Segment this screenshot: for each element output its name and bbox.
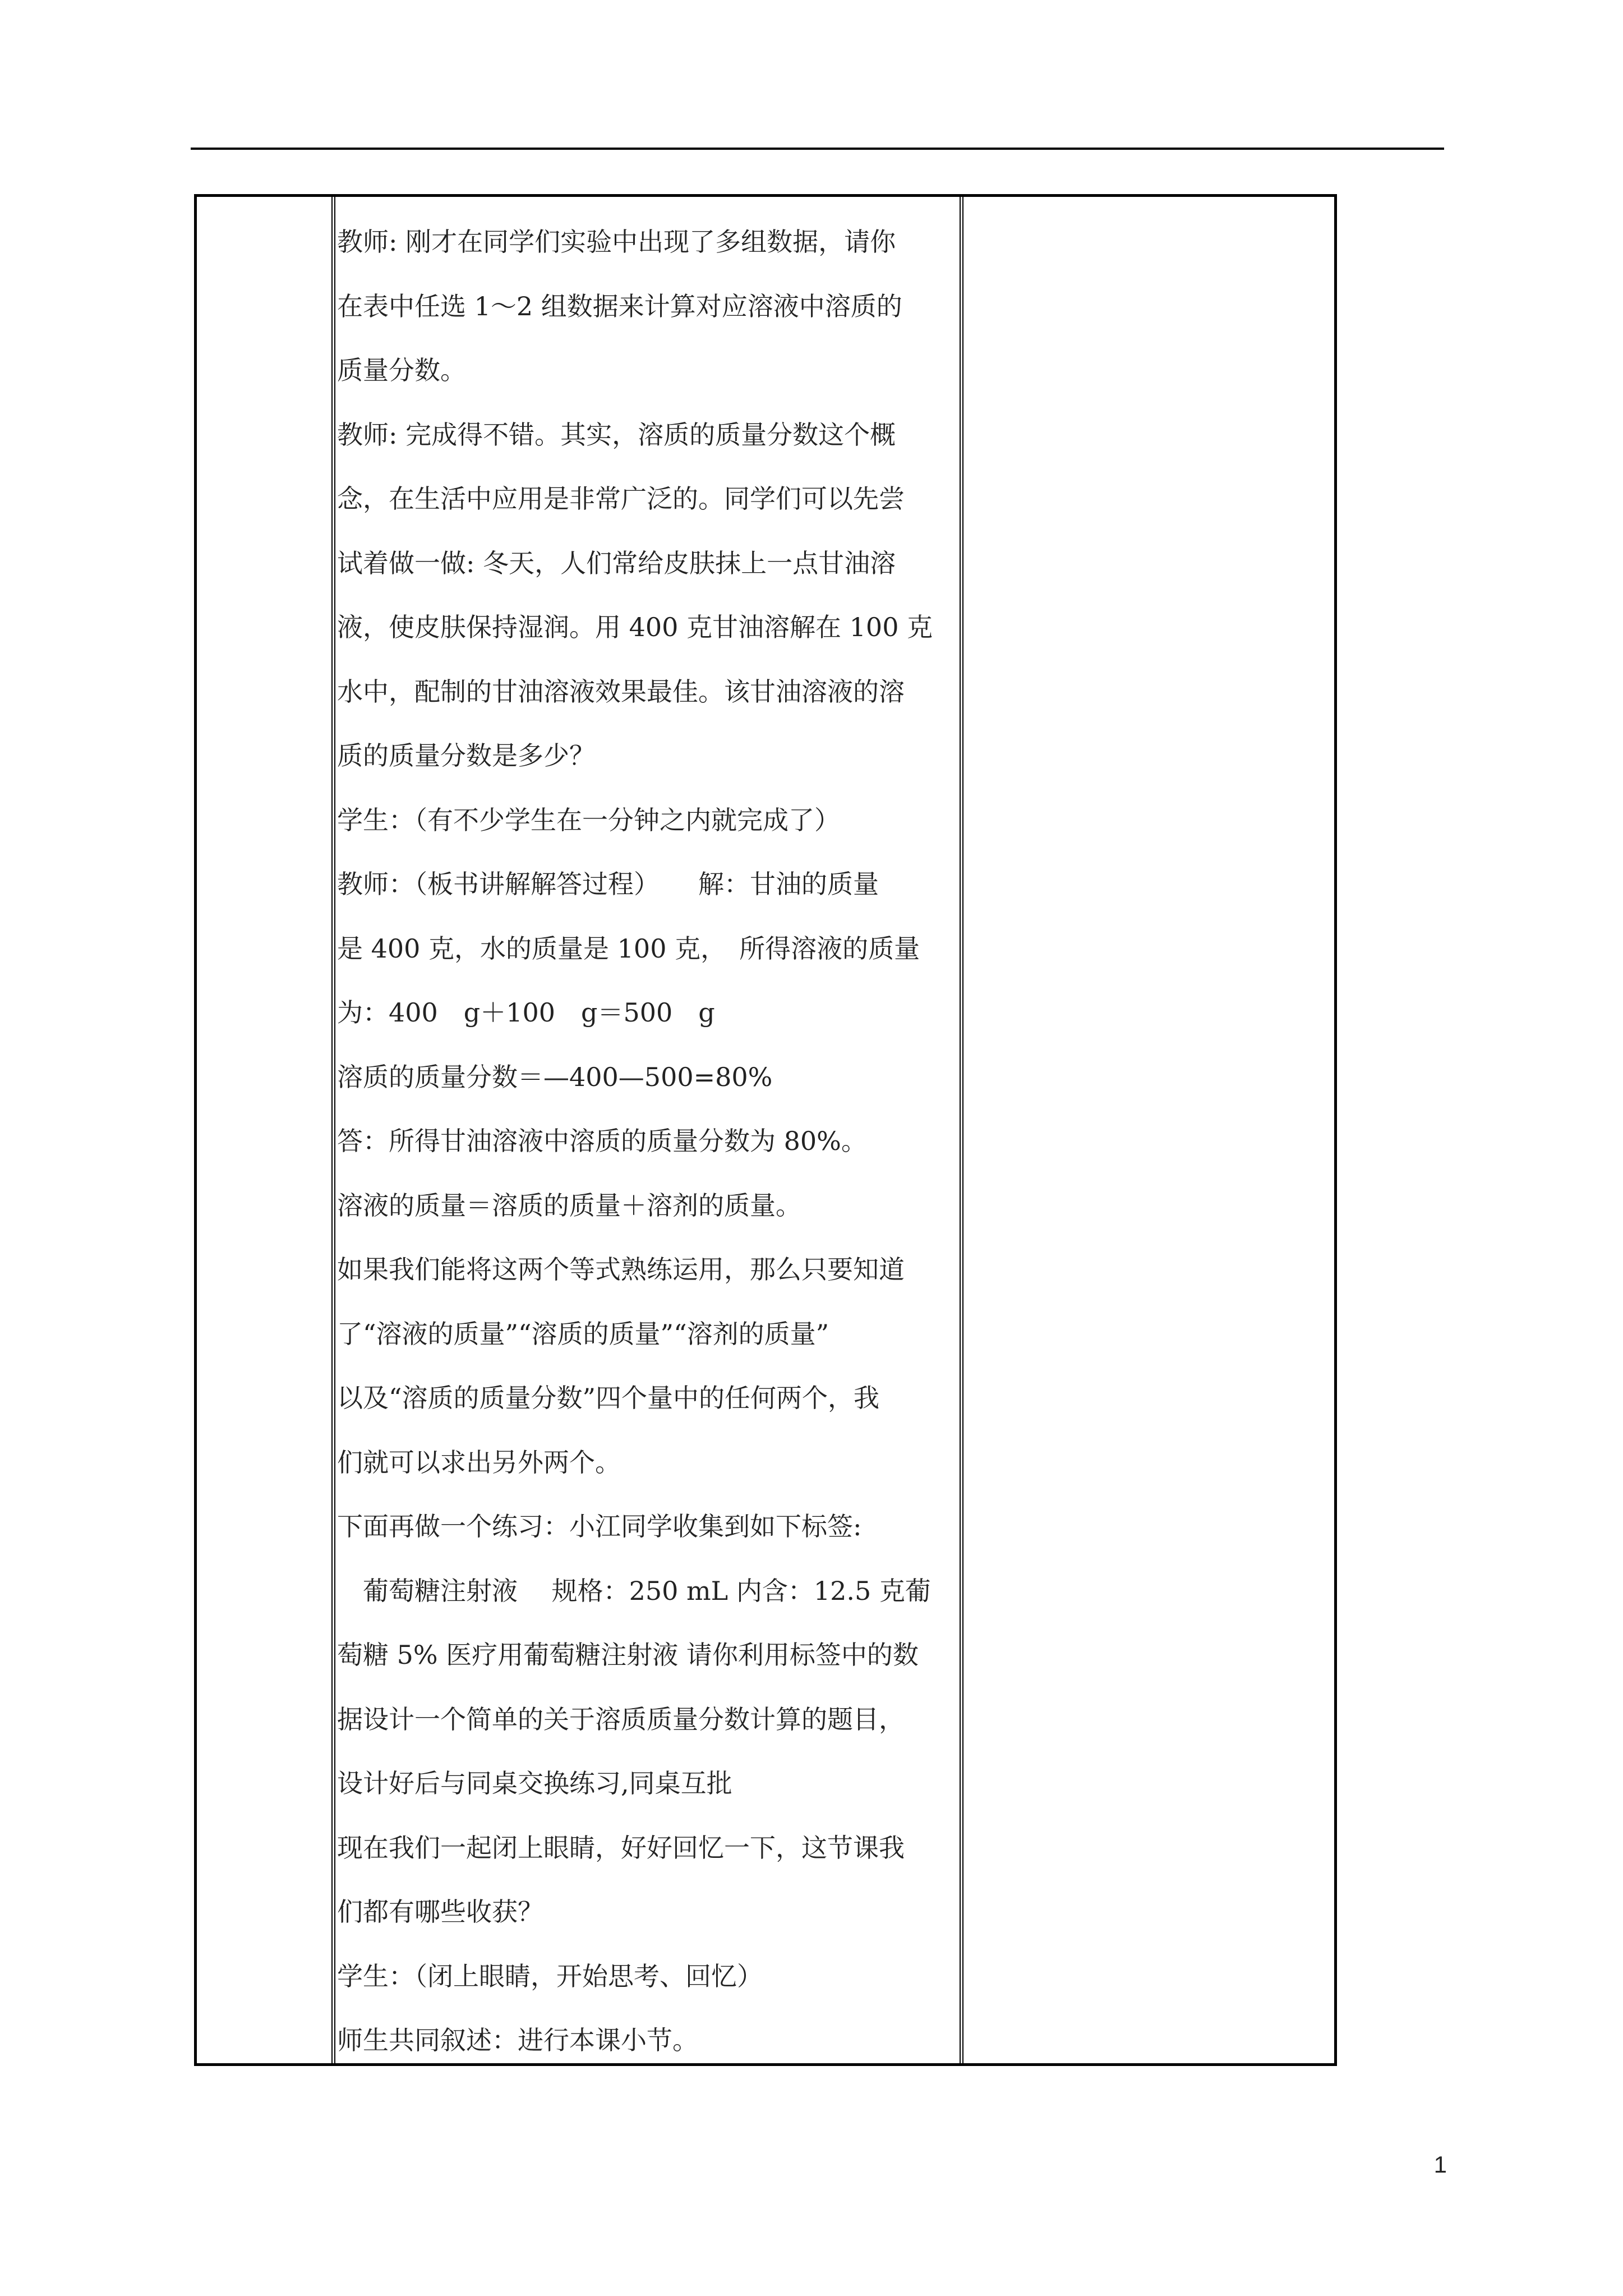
lesson-line: 水中，配制的甘油溶液效果最佳。该甘油溶液的溶 [337, 676, 905, 707]
lesson-line: 试着做一做: 冬天，人们常给皮肤抹上一点甘油溶 [337, 547, 896, 578]
lesson-table [194, 194, 1337, 2066]
lesson-line: 教师: 刚才在同学们实验中出现了多组数据，请你 [337, 227, 896, 257]
lesson-line: 师生共同叙述：进行本课小节。 [337, 2025, 698, 2055]
lesson-line: 学生：（有不少学生在一分钟之内就完成了） [337, 804, 840, 835]
lesson-line: 了“溶液的质量”“溶质的质量”“溶剂的质量” [337, 1318, 829, 1349]
lesson-content-cell [337, 210, 960, 2073]
lesson-line: 溶质的质量分数＝—400—500=80% [337, 1061, 773, 1092]
lesson-line: 以及“溶质的质量分数”四个量中的任何两个，我 [337, 1383, 880, 1413]
lesson-line: 下面再做一个练习：小江同学收集到如下标签: [337, 1511, 862, 1542]
lesson-line: 据设计一个简单的关于溶质质量分数计算的题目， [337, 1704, 905, 1734]
lesson-line: 设计好后与同桌交换练习,同桌互批 [337, 1768, 732, 1798]
lesson-line: 为：400 g＋100 g＝500 g [337, 997, 715, 1028]
lesson-line: 教师: 完成得不错。其实，溶质的质量分数这个概 [337, 419, 896, 450]
lesson-line: 们就可以求出另外两个。 [337, 1447, 621, 1478]
lesson-line: 溶液的质量＝溶质的质量＋溶剂的质量。 [337, 1190, 801, 1221]
lesson-line: 答：所得甘油溶液中溶质的质量分数为 80%。 [337, 1126, 867, 1156]
page-number: 1 [1433, 2151, 1447, 2178]
lesson-line: 质的质量分数是多少？ [337, 740, 595, 771]
lesson-line: 教师：（板书讲解解答过程） 解：甘油的质量 [337, 869, 879, 899]
lesson-line: 如果我们能将这两个等式熟练运用，那么只要知道 [337, 1254, 905, 1285]
lesson-line: 葡萄糖注射液 规格：250 mL 内含：12.5 克葡 [337, 1575, 931, 1606]
lesson-line: 是 400 克，水的质量是 100 克， 所得溶液的质量 [337, 933, 920, 964]
lesson-line: 液，使皮肤保持湿润。用 400 克甘油溶解在 100 克 [337, 612, 933, 642]
lesson-line: 在表中任选 1～2 组数据来计算对应溶液中溶质的 [337, 291, 902, 321]
lesson-line: 念，在生活中应用是非常广泛的。同学们可以先尝 [337, 484, 905, 514]
header-rule [191, 148, 1444, 150]
column-divider-left [331, 197, 335, 2063]
lesson-line: 质量分数。 [337, 355, 466, 385]
lesson-line: 学生：（闭上眼睛，开始思考、回忆） [337, 1961, 763, 1991]
lesson-line: 们都有哪些收获？ [337, 1897, 543, 1927]
lesson-line: 萄糖 5% 医疗用葡萄糖注射液 请你利用标签中的数 [337, 1640, 919, 1670]
column-divider-right [960, 197, 963, 2063]
lesson-line: 现在我们一起闭上眼睛，好好回忆一下，这节课我 [337, 1832, 905, 1863]
